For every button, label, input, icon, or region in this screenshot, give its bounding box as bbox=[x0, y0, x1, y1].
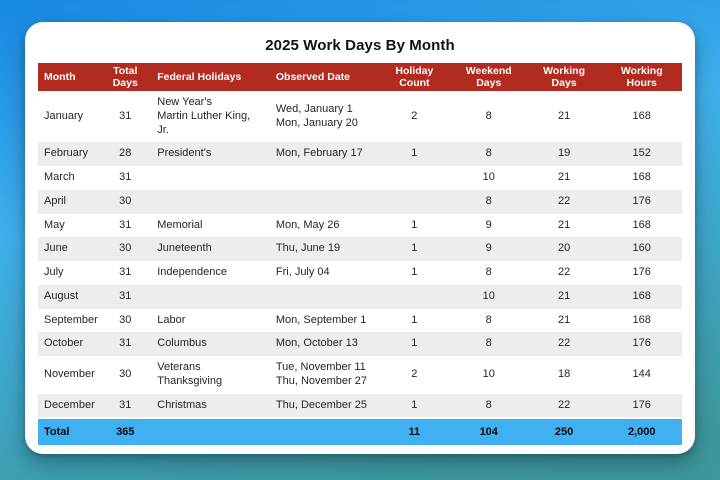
column-header-federal_holidays: Federal Holidays bbox=[153, 63, 268, 91]
column-header-month: Month bbox=[38, 63, 97, 91]
total-cell-month: Total bbox=[38, 418, 97, 445]
cell-working_days: 21 bbox=[527, 91, 602, 142]
cell-line: New Year's bbox=[157, 96, 212, 108]
cell-working_hours: 168 bbox=[601, 91, 682, 142]
cell-observed_date bbox=[268, 285, 378, 309]
table-row-october bbox=[38, 332, 682, 356]
cell-total_days: 31 bbox=[97, 166, 153, 190]
cell-federal_holidays: Columbus bbox=[153, 332, 268, 356]
cell-holiday_count: 2 bbox=[378, 356, 451, 394]
total-cell-total_days: 365 bbox=[97, 418, 153, 445]
cell-line: Mon, January 20 bbox=[275, 116, 358, 129]
cell-month: December bbox=[38, 394, 97, 419]
cell-working_hours: 168 bbox=[601, 214, 682, 238]
cell-working_days: 21 bbox=[527, 166, 602, 190]
cell-line: Tue, November 11 bbox=[275, 361, 366, 373]
cell-observed_date: Fri, July 04 bbox=[268, 261, 378, 285]
cell-working_hours: 176 bbox=[601, 394, 682, 419]
cell-working_days: 18 bbox=[527, 356, 602, 394]
total-cell-observed_date bbox=[268, 418, 378, 445]
cell-federal_holidays bbox=[153, 166, 268, 190]
cell-federal_holidays: President's bbox=[153, 142, 268, 166]
cell-total_days: 31 bbox=[97, 332, 153, 356]
total-cell-federal_holidays bbox=[153, 418, 268, 445]
cell-holiday_count: 1 bbox=[378, 309, 451, 333]
cell-holiday_count: 1 bbox=[378, 394, 451, 419]
total-cell-working_days: 250 bbox=[527, 418, 602, 445]
cell-observed_date: Mon, October 13 bbox=[268, 332, 378, 356]
worksheet-card bbox=[25, 22, 695, 454]
cell-month: January bbox=[38, 91, 97, 142]
cell-weekend_days: 8 bbox=[451, 332, 527, 356]
column-header-working_hours: Working Hours bbox=[601, 63, 682, 91]
cell-holiday_count: 1 bbox=[378, 214, 451, 238]
cell-weekend_days: 10 bbox=[451, 356, 527, 394]
cell-observed_date bbox=[268, 190, 378, 214]
column-header-working_days: Working Days bbox=[527, 63, 602, 91]
cell-observed_date: Mon, February 17 bbox=[268, 142, 378, 166]
table-row-march bbox=[38, 166, 682, 190]
cell-line: Martin Luther King, Jr. bbox=[157, 109, 251, 136]
cell-month: September bbox=[38, 309, 97, 333]
cell-working_days: 20 bbox=[527, 237, 602, 261]
cell-total_days: 30 bbox=[97, 237, 153, 261]
cell-working_hours: 176 bbox=[601, 332, 682, 356]
cell-federal_holidays: Independence bbox=[153, 261, 268, 285]
cell-federal_holidays: Labor bbox=[153, 309, 268, 333]
table-row-june bbox=[38, 237, 682, 261]
cell-working_hours: 152 bbox=[601, 142, 682, 166]
cell-total_days: 31 bbox=[97, 91, 153, 142]
cell-weekend_days: 8 bbox=[451, 190, 527, 214]
cell-working_hours: 160 bbox=[601, 237, 682, 261]
total-cell-weekend_days: 104 bbox=[451, 418, 527, 445]
cell-working_days: 22 bbox=[527, 394, 602, 419]
cell-working_hours: 144 bbox=[601, 356, 682, 394]
cell-working_hours: 168 bbox=[601, 285, 682, 309]
cell-working_days: 19 bbox=[527, 142, 602, 166]
cell-month: August bbox=[38, 285, 97, 309]
table-row-december bbox=[38, 394, 682, 419]
cell-federal_holidays bbox=[153, 91, 268, 142]
cell-federal_holidays bbox=[153, 356, 268, 394]
cell-federal_holidays: Memorial bbox=[153, 214, 268, 238]
cell-working_days: 22 bbox=[527, 190, 602, 214]
total-row bbox=[38, 418, 682, 445]
cell-month: February bbox=[38, 142, 97, 166]
cell-weekend_days: 8 bbox=[451, 91, 527, 142]
cell-federal_holidays: Juneteenth bbox=[153, 237, 268, 261]
page-title: 2025 Work Days By Month bbox=[265, 37, 455, 54]
table-row-july bbox=[38, 261, 682, 285]
cell-observed_date bbox=[268, 356, 378, 394]
cell-line: Veterans bbox=[157, 361, 201, 373]
table-row-january bbox=[38, 91, 682, 142]
cell-weekend_days: 9 bbox=[451, 214, 527, 238]
cell-month: June bbox=[38, 237, 97, 261]
cell-weekend_days: 9 bbox=[451, 237, 527, 261]
cell-total_days: 30 bbox=[97, 356, 153, 394]
cell-holiday_count: 2 bbox=[378, 91, 451, 142]
cell-total_days: 30 bbox=[97, 309, 153, 333]
table-row-may bbox=[38, 214, 682, 238]
cell-month: April bbox=[38, 190, 97, 214]
column-header-observed_date: Observed Date bbox=[268, 63, 378, 91]
cell-observed_date bbox=[268, 91, 378, 142]
table-row-august bbox=[38, 285, 682, 309]
cell-observed_date: Mon, September 1 bbox=[268, 309, 378, 333]
cell-working_days: 21 bbox=[527, 285, 602, 309]
cell-line: Thanksgiving bbox=[157, 374, 223, 387]
cell-federal_holidays bbox=[153, 190, 268, 214]
cell-holiday_count bbox=[378, 190, 451, 214]
workdays-table bbox=[38, 63, 682, 445]
cell-weekend_days: 8 bbox=[451, 394, 527, 419]
cell-weekend_days: 8 bbox=[451, 309, 527, 333]
cell-observed_date: Thu, June 19 bbox=[268, 237, 378, 261]
cell-working_days: 21 bbox=[527, 214, 602, 238]
table-row-november bbox=[38, 356, 682, 394]
cell-total_days: 31 bbox=[97, 214, 153, 238]
cell-month: October bbox=[38, 332, 97, 356]
table-row-february bbox=[38, 142, 682, 166]
cell-month: May bbox=[38, 214, 97, 238]
table-header-row bbox=[38, 63, 682, 91]
cell-holiday_count: 1 bbox=[378, 142, 451, 166]
cell-weekend_days: 8 bbox=[451, 261, 527, 285]
cell-month: July bbox=[38, 261, 97, 285]
cell-federal_holidays bbox=[153, 285, 268, 309]
cell-working_hours: 168 bbox=[601, 166, 682, 190]
total-cell-working_hours: 2,000 bbox=[601, 418, 682, 445]
cell-total_days: 31 bbox=[97, 261, 153, 285]
cell-working_hours: 168 bbox=[601, 309, 682, 333]
cell-observed_date: Thu, December 25 bbox=[268, 394, 378, 419]
cell-month: November bbox=[38, 356, 97, 394]
cell-total_days: 28 bbox=[97, 142, 153, 166]
cell-weekend_days: 10 bbox=[451, 166, 527, 190]
cell-month: March bbox=[38, 166, 97, 190]
cell-total_days: 31 bbox=[97, 394, 153, 419]
cell-working_hours: 176 bbox=[601, 261, 682, 285]
cell-holiday_count bbox=[378, 166, 451, 190]
total-cell-holiday_count: 11 bbox=[378, 418, 451, 445]
cell-holiday_count: 1 bbox=[378, 332, 451, 356]
cell-federal_holidays: Christmas bbox=[153, 394, 268, 419]
table-row-september bbox=[38, 309, 682, 333]
column-header-holiday_count: Holiday Count bbox=[378, 63, 451, 91]
column-header-total_days: Total Days bbox=[97, 63, 153, 91]
cell-line: Thu, November 27 bbox=[275, 374, 367, 387]
cell-holiday_count: 1 bbox=[378, 237, 451, 261]
cell-working_days: 22 bbox=[527, 261, 602, 285]
cell-observed_date bbox=[268, 166, 378, 190]
cell-total_days: 30 bbox=[97, 190, 153, 214]
cell-weekend_days: 8 bbox=[451, 142, 527, 166]
cell-holiday_count: 1 bbox=[378, 261, 451, 285]
cell-observed_date: Mon, May 26 bbox=[268, 214, 378, 238]
cell-working_days: 21 bbox=[527, 309, 602, 333]
column-header-weekend_days: Weekend Days bbox=[451, 63, 527, 91]
cell-line: Wed, January 1 bbox=[275, 102, 353, 115]
cell-total_days: 31 bbox=[97, 285, 153, 309]
table-row-april bbox=[38, 190, 682, 214]
cell-working_hours: 176 bbox=[601, 190, 682, 214]
cell-working_days: 22 bbox=[527, 332, 602, 356]
cell-holiday_count bbox=[378, 285, 451, 309]
cell-weekend_days: 10 bbox=[451, 285, 527, 309]
